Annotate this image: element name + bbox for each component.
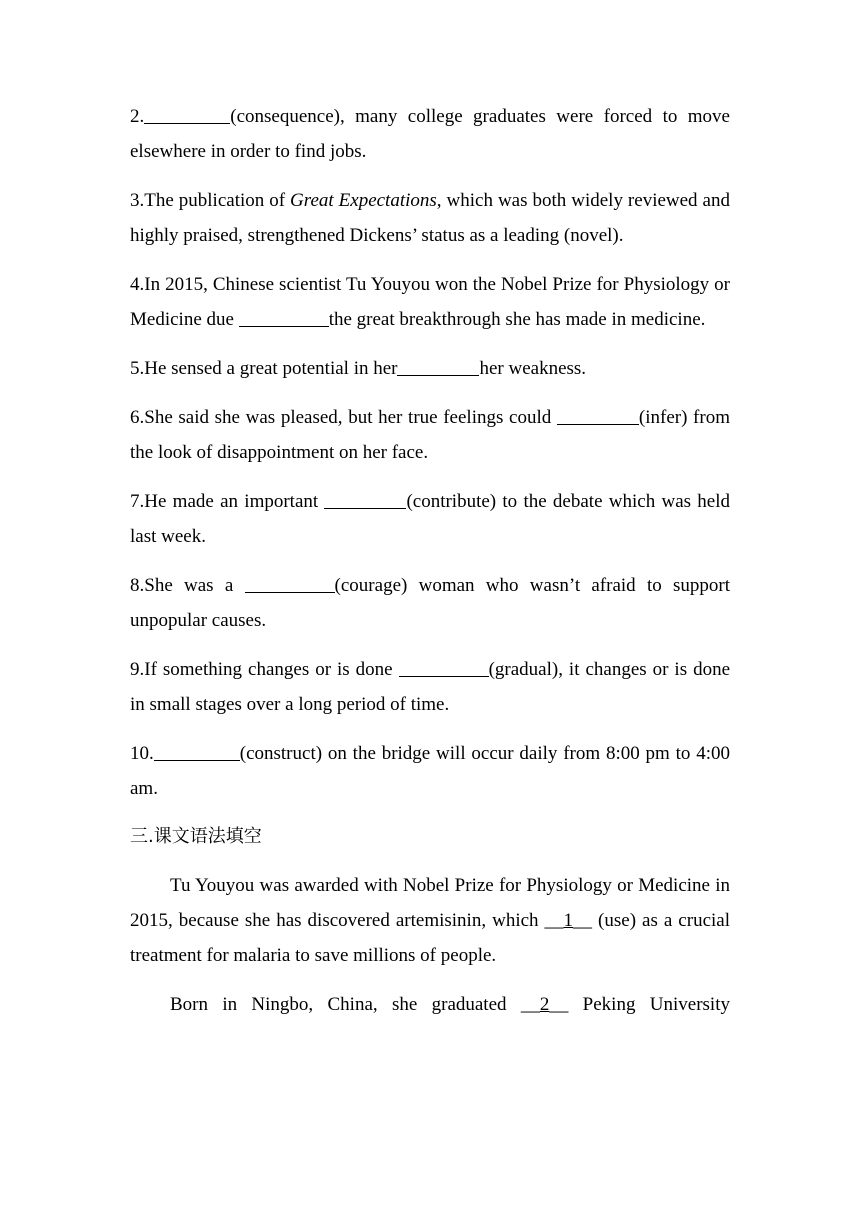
question-5: [130, 351, 730, 386]
blank-number: 2: [539, 994, 550, 1015]
answer-blank[interactable]: [239, 307, 329, 327]
question-text: 5.He sensed a great potential in her: [130, 358, 398, 379]
answer-blank[interactable]: [245, 573, 335, 593]
question-text: (construct) on the bridge will occur daily from 8:00 pm to 4:00 am.: [130, 743, 730, 799]
passage-text: (use) as a crucial treatment for malaria to save millions of people.: [130, 910, 730, 966]
blank-line: __: [573, 910, 593, 931]
question-7: [130, 484, 730, 554]
question-9: [130, 652, 730, 722]
question-text: (gradual), it changes or is done in small stages over a long period of time.: [130, 659, 731, 715]
answer-blank-2[interactable]: [521, 994, 569, 1015]
passage-paragraph-2: [130, 987, 730, 1022]
answer-blank-1[interactable]: [545, 910, 593, 931]
question-text: , which was both widely reviewed and highly praised, strengthened Dickens’ status as a leading (novel).: [130, 190, 730, 246]
document-page: [130, 99, 730, 1036]
question-6: [130, 400, 730, 470]
question-text: 7.He made an important: [130, 491, 325, 512]
passage-paragraph-1: [130, 868, 730, 973]
question-text: 4.In 2015, Chinese scientist Tu Youyou won the Nobel Prize for Physiology or Medicine due: [130, 274, 730, 330]
question-text: 3.The publication of: [130, 190, 291, 211]
question-8: [130, 568, 730, 638]
question-3: [130, 183, 730, 253]
answer-blank[interactable]: [144, 104, 230, 124]
question-text: 9.If something changes or is done: [130, 659, 399, 680]
answer-blank[interactable]: [154, 741, 240, 761]
question-text: her weakness.: [479, 358, 587, 379]
section-heading: 三.课文语法填空: [130, 826, 262, 847]
question-number: 10.: [130, 743, 154, 764]
question-text: (contribute) to the debate which was held last week.: [130, 491, 730, 547]
answer-blank[interactable]: [324, 489, 406, 509]
question-number: 2.: [130, 106, 145, 127]
blank-line: __: [549, 994, 569, 1015]
answer-blank[interactable]: [399, 657, 489, 677]
question-text: the great breakthrough she has made in medicine.: [328, 309, 706, 330]
blank-line: __: [520, 994, 540, 1015]
blank-line: __: [544, 910, 564, 931]
passage-text: Born in Ningbo, China, she graduated: [170, 994, 521, 1015]
book-title: Great Expectations: [290, 190, 437, 211]
question-text: (infer) from the look of disappointment on her face.: [130, 407, 730, 463]
question-4: [130, 267, 730, 337]
question-text: (consequence), many college graduates were forced to move elsewhere in order to find jobs.: [130, 106, 730, 162]
passage-text: Tu Youyou was awarded with Nobel Prize for Physiology or Medicine in 2015, because she has discovered artemisinin, which: [130, 875, 730, 931]
answer-blank[interactable]: [397, 356, 479, 376]
question-text: 8.She was a: [130, 575, 245, 596]
answer-blank[interactable]: [557, 405, 639, 425]
question-text: (courage) woman who wasn’t afraid to support unpopular causes.: [130, 575, 730, 631]
passage-text: Peking University: [568, 994, 730, 1015]
question-text: 6.She said she was pleased, but her true feelings could: [130, 407, 557, 428]
question-10: [130, 736, 730, 806]
blank-number: 1: [563, 910, 574, 931]
question-2: [130, 99, 730, 169]
